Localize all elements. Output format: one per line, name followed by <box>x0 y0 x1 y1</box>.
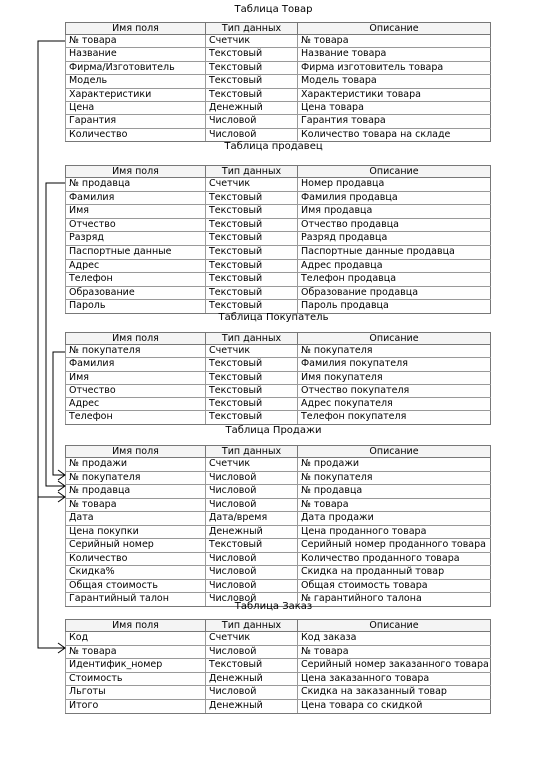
table-header-row <box>66 333 491 345</box>
field-description: № покупателя <box>298 471 491 485</box>
field-type: Текстовый <box>206 245 298 259</box>
field-name: Название <box>66 48 206 61</box>
table-row <box>66 75 491 88</box>
field-name: Серийный номер <box>66 539 206 553</box>
field-name: № товара <box>66 35 206 48</box>
field-name: Фамилия <box>66 191 206 205</box>
field-description: Имя покупателя <box>298 371 491 384</box>
field-name: № продажи <box>66 458 206 472</box>
table-row <box>66 273 491 287</box>
field-name: Отчество <box>66 218 206 232</box>
field-description: № продажи <box>298 458 491 472</box>
field-type: Числовой <box>206 498 298 512</box>
field-type: Текстовый <box>206 259 298 273</box>
column-header: Тип данных <box>206 23 298 35</box>
table-row <box>66 88 491 101</box>
field-table <box>65 165 491 314</box>
field-table <box>65 332 491 425</box>
field-description: Пароль продавца <box>298 300 491 314</box>
field-name: Характеристики <box>66 88 206 101</box>
field-type: Числовой <box>206 485 298 499</box>
field-description: № товара <box>298 645 491 659</box>
field-description: Количество проданного товара <box>298 552 491 566</box>
table-row <box>66 48 491 61</box>
field-name: № продавца <box>66 178 206 192</box>
field-type: Счетчик <box>206 345 298 358</box>
field-type: Числовой <box>206 686 298 700</box>
field-description: Цена товара <box>298 102 491 115</box>
column-header: Описание <box>298 446 491 458</box>
field-description: Дата продажи <box>298 512 491 526</box>
field-name: Образование <box>66 286 206 300</box>
field-type: Текстовый <box>206 659 298 673</box>
field-type: Счетчик <box>206 178 298 192</box>
field-type: Текстовый <box>206 358 298 371</box>
field-description: Телефон продавца <box>298 273 491 287</box>
field-description: Отчество продавца <box>298 218 491 232</box>
field-name: № товара <box>66 645 206 659</box>
field-name: Гарантия <box>66 115 206 128</box>
column-header: Имя поля <box>66 446 206 458</box>
table-row <box>66 398 491 411</box>
field-description: Общая стоимость товара <box>298 579 491 593</box>
link-prodavec-prodazhi-arrow <box>58 481 65 491</box>
table-row <box>66 128 491 141</box>
table-row <box>66 286 491 300</box>
field-name: Адрес <box>66 259 206 273</box>
table-row <box>66 218 491 232</box>
field-name: Дата <box>66 512 206 526</box>
column-header: Имя поля <box>66 166 206 178</box>
table-row <box>66 358 491 371</box>
table-row <box>66 498 491 512</box>
field-type: Денежный <box>206 102 298 115</box>
field-description: Скидка на проданный товар <box>298 566 491 580</box>
field-name: № покупателя <box>66 345 206 358</box>
field-name: Количество <box>66 552 206 566</box>
column-header: Описание <box>298 333 491 345</box>
field-name: Отчество <box>66 384 206 397</box>
link-tovar-prodazhi-arrow <box>58 492 65 502</box>
field-type: Текстовый <box>206 232 298 246</box>
field-table <box>65 22 491 142</box>
field-description: Отчество покупателя <box>298 384 491 397</box>
field-description: Количество товара на складе <box>298 128 491 141</box>
field-description: Название товара <box>298 48 491 61</box>
field-type: Числовой <box>206 471 298 485</box>
table-row <box>66 232 491 246</box>
table-row <box>66 384 491 397</box>
field-description: Цена товара со скидкой <box>298 699 491 713</box>
field-name: Модель <box>66 75 206 88</box>
field-table <box>65 445 491 607</box>
field-description: Характеристики товара <box>298 88 491 101</box>
table-header-row <box>66 23 491 35</box>
table-row <box>66 205 491 219</box>
column-header: Тип данных <box>206 620 298 632</box>
table-row <box>66 458 491 472</box>
field-type: Текстовый <box>206 539 298 553</box>
field-name: Пароль <box>66 300 206 314</box>
column-header: Имя поля <box>66 333 206 345</box>
field-type: Текстовый <box>206 75 298 88</box>
table-row <box>66 659 491 673</box>
field-description: Фирма изготовитель товара <box>298 61 491 74</box>
table-row <box>66 566 491 580</box>
table-row <box>66 61 491 74</box>
field-description: Разряд продавца <box>298 232 491 246</box>
field-name: Скидка% <box>66 566 206 580</box>
field-description: Паспортные данные продавца <box>298 245 491 259</box>
field-name: Имя <box>66 205 206 219</box>
field-name: Код <box>66 632 206 646</box>
table-title: Таблица Покупатель <box>218 312 329 323</box>
field-type: Числовой <box>206 579 298 593</box>
field-type: Числовой <box>206 645 298 659</box>
field-description: Цена проданного товара <box>298 525 491 539</box>
field-name: Разряд <box>66 232 206 246</box>
field-type: Текстовый <box>206 205 298 219</box>
field-name: Итого <box>66 699 206 713</box>
table-row <box>66 471 491 485</box>
field-name: Цена <box>66 102 206 115</box>
table-row <box>66 371 491 384</box>
link-prodavec-prodazhi <box>46 183 65 486</box>
field-name: Фирма/Изготовитель <box>66 61 206 74</box>
table-row <box>66 552 491 566</box>
field-name: Количество <box>66 128 206 141</box>
table-header-row <box>66 620 491 632</box>
table-title: Таблица продавец <box>224 141 323 152</box>
field-name: Идентифик_номер <box>66 659 206 673</box>
table-row <box>66 686 491 700</box>
field-description: Серийный номер заказанного товара <box>298 659 491 673</box>
field-type: Текстовый <box>206 286 298 300</box>
field-description: Скидка на заказанный товар <box>298 686 491 700</box>
field-type: Числовой <box>206 128 298 141</box>
table-row <box>66 632 491 646</box>
column-header: Описание <box>298 620 491 632</box>
table-row <box>66 539 491 553</box>
link-pokupatel-prodazhi-arrow <box>58 470 65 480</box>
table-row <box>66 178 491 192</box>
field-type: Счетчик <box>206 35 298 48</box>
field-type: Текстовый <box>206 300 298 314</box>
field-type: Денежный <box>206 672 298 686</box>
field-type: Текстовый <box>206 384 298 397</box>
column-header: Тип данных <box>206 446 298 458</box>
table-row <box>66 345 491 358</box>
table-row <box>66 411 491 424</box>
field-type: Числовой <box>206 593 298 607</box>
table-row <box>66 485 491 499</box>
field-type: Дата/время <box>206 512 298 526</box>
field-type: Текстовый <box>206 61 298 74</box>
column-header: Имя поля <box>66 23 206 35</box>
field-name: Телефон <box>66 411 206 424</box>
field-name: Телефон <box>66 273 206 287</box>
table-row <box>66 672 491 686</box>
field-type: Текстовый <box>206 48 298 61</box>
field-type: Денежный <box>206 699 298 713</box>
field-name: Общая стоимость <box>66 579 206 593</box>
field-name: № продавца <box>66 485 206 499</box>
link-tovar-zakaz-arrow <box>58 643 65 653</box>
column-header: Имя поля <box>66 620 206 632</box>
field-description: № товара <box>298 498 491 512</box>
field-description: Гарантия товара <box>298 115 491 128</box>
field-description: Имя продавца <box>298 205 491 219</box>
field-description: Серийный номер проданного товара <box>298 539 491 553</box>
field-description: Номер продавца <box>298 178 491 192</box>
field-description: № продавца <box>298 485 491 499</box>
field-description: Адрес продавца <box>298 259 491 273</box>
field-type: Денежный <box>206 525 298 539</box>
field-description: Адрес покупателя <box>298 398 491 411</box>
field-description: № покупателя <box>298 345 491 358</box>
table-row <box>66 579 491 593</box>
table-row <box>66 102 491 115</box>
field-table <box>65 619 491 714</box>
field-description: Код заказа <box>298 632 491 646</box>
link-pokupatel-prodazhi <box>53 352 65 475</box>
table-row <box>66 525 491 539</box>
table-title: Таблица Товар <box>234 4 313 15</box>
column-header: Тип данных <box>206 333 298 345</box>
field-description: Фамилия продавца <box>298 191 491 205</box>
column-header: Описание <box>298 166 491 178</box>
table-row <box>66 191 491 205</box>
field-type: Числовой <box>206 552 298 566</box>
table-row <box>66 115 491 128</box>
field-type: Текстовый <box>206 191 298 205</box>
field-description: № товара <box>298 35 491 48</box>
table-title: Таблица Продажи <box>225 425 322 436</box>
field-name: Льготы <box>66 686 206 700</box>
table-row <box>66 699 491 713</box>
field-type: Числовой <box>206 115 298 128</box>
field-type: Текстовый <box>206 371 298 384</box>
field-name: Фамилия <box>66 358 206 371</box>
field-type: Текстовый <box>206 218 298 232</box>
table-row <box>66 35 491 48</box>
table-title: Таблица Заказ <box>234 601 313 612</box>
table-row <box>66 245 491 259</box>
link-tovar-zakaz <box>38 497 65 648</box>
column-header: Описание <box>298 23 491 35</box>
field-name: Стоимость <box>66 672 206 686</box>
field-description: Модель товара <box>298 75 491 88</box>
field-description: № гарантийного талона <box>298 593 491 607</box>
column-header: Тип данных <box>206 166 298 178</box>
field-type: Счетчик <box>206 458 298 472</box>
table-row <box>66 512 491 526</box>
table-header-row <box>66 166 491 178</box>
field-type: Текстовый <box>206 411 298 424</box>
table-row <box>66 645 491 659</box>
field-name: Паспортные данные <box>66 245 206 259</box>
field-type: Текстовый <box>206 273 298 287</box>
field-name: Цена покупки <box>66 525 206 539</box>
field-description: Образование продавца <box>298 286 491 300</box>
field-name: № покупателя <box>66 471 206 485</box>
field-type: Текстовый <box>206 88 298 101</box>
field-name: № товара <box>66 498 206 512</box>
field-name: Адрес <box>66 398 206 411</box>
table-header-row <box>66 446 491 458</box>
field-type: Текстовый <box>206 398 298 411</box>
table-row <box>66 259 491 273</box>
field-type: Числовой <box>206 566 298 580</box>
field-name: Гарантийный талон <box>66 593 206 607</box>
field-type: Счетчик <box>206 632 298 646</box>
field-description: Цена заказанного товара <box>298 672 491 686</box>
field-name: Имя <box>66 371 206 384</box>
field-description: Телефон покупателя <box>298 411 491 424</box>
field-description: Фамилия покупателя <box>298 358 491 371</box>
